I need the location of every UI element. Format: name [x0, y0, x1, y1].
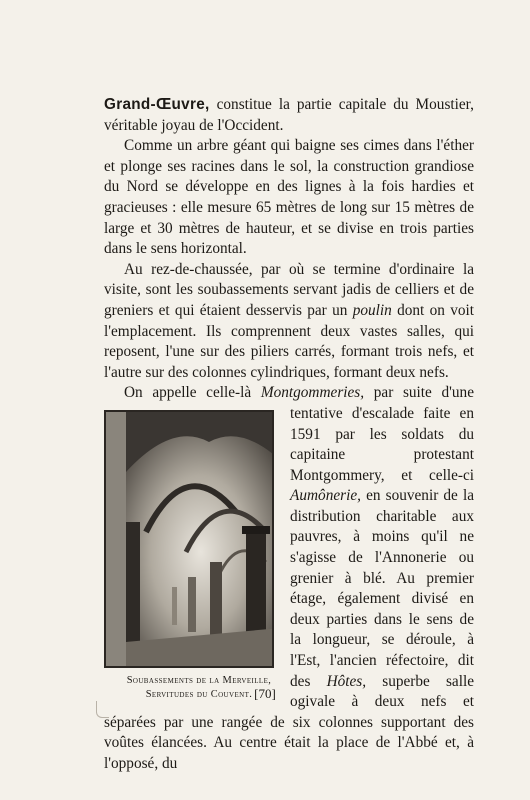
page-number: [70]	[254, 686, 276, 701]
poulin-term: poulin	[352, 301, 392, 319]
paragraph-1	[104, 95, 474, 136]
figure-photo	[104, 410, 274, 668]
page-text	[104, 95, 474, 775]
aumonerie-term: Aumônerie,	[290, 487, 361, 505]
paragraph-4-text-b: par suite d'une tentative d'escalade faite en 1591 par les soldats du capitaine protestant Montgommery, et celle-ci	[290, 384, 474, 484]
paragraph-3	[104, 260, 474, 384]
paragraph-2: Comme un arbre géant qui baigne ses cimes dans l'éther et plonge ses racines dans le sol, la construction grandiose du Nord se développe en des lignes à la fois hardies et gracieuses : elle mesure 65 mètres de long sur 15 mètres de large et 30 mètres de hauteur, et se divise en trois parties dans le sens horizontal.	[104, 137, 474, 258]
paragraph-4-text-c: en souvenir de la distribution charitable aux pauvres, à moins qu'il ne s'agisse de l'Annonerie ou grenier à blé. Au premier étage, également divisé en deux parties dans le sens de la longueur, se déroule, à l'Est, l'ancien réfectoire, dit des	[290, 487, 474, 690]
paragraph-3-text-a: Au rez-de-chaussée, par où se termine d'ordinaire la visite, sont les soubassements servant jadis de celliers et de greniers et qui étaient desservis par un	[104, 260, 474, 319]
hotes-term: Hôtes,	[326, 672, 367, 690]
caption-line-2: Servitudes du Couvent.	[145, 688, 253, 700]
lead-word: Grand-Œuvre,	[104, 96, 210, 113]
paragraph-4	[104, 383, 474, 774]
margin-mark	[96, 701, 109, 718]
caption-line-1: Soubassements de la Merveille,	[126, 674, 272, 686]
paragraph-4-text-d: superbe salle ogivale à deux nefs et séparées par une rangée de six colonnes supportant des voûtes élancées. Au centre était la place de l'Abbé et, à l'opposé, du	[104, 672, 474, 772]
paragraph-4-text-a: On appelle celle-là	[124, 384, 261, 402]
paragraph-3-text-b: dont on voit l'emplacement. Ils comprennent deux vastes salles, qui reposent, l'une sur des piliers carrés, formant trois nefs, et l'autre sur des colonnes cylindriques, formant deux nefs.	[104, 301, 474, 381]
paragraph-1-text: constitue la partie capitale du Moustier, véritable joyau de l'Occident.	[104, 96, 474, 134]
montgommeries-term: Montgommeries,	[260, 384, 365, 402]
vaulted-hall-illustration	[126, 412, 274, 666]
figure	[104, 410, 274, 702]
